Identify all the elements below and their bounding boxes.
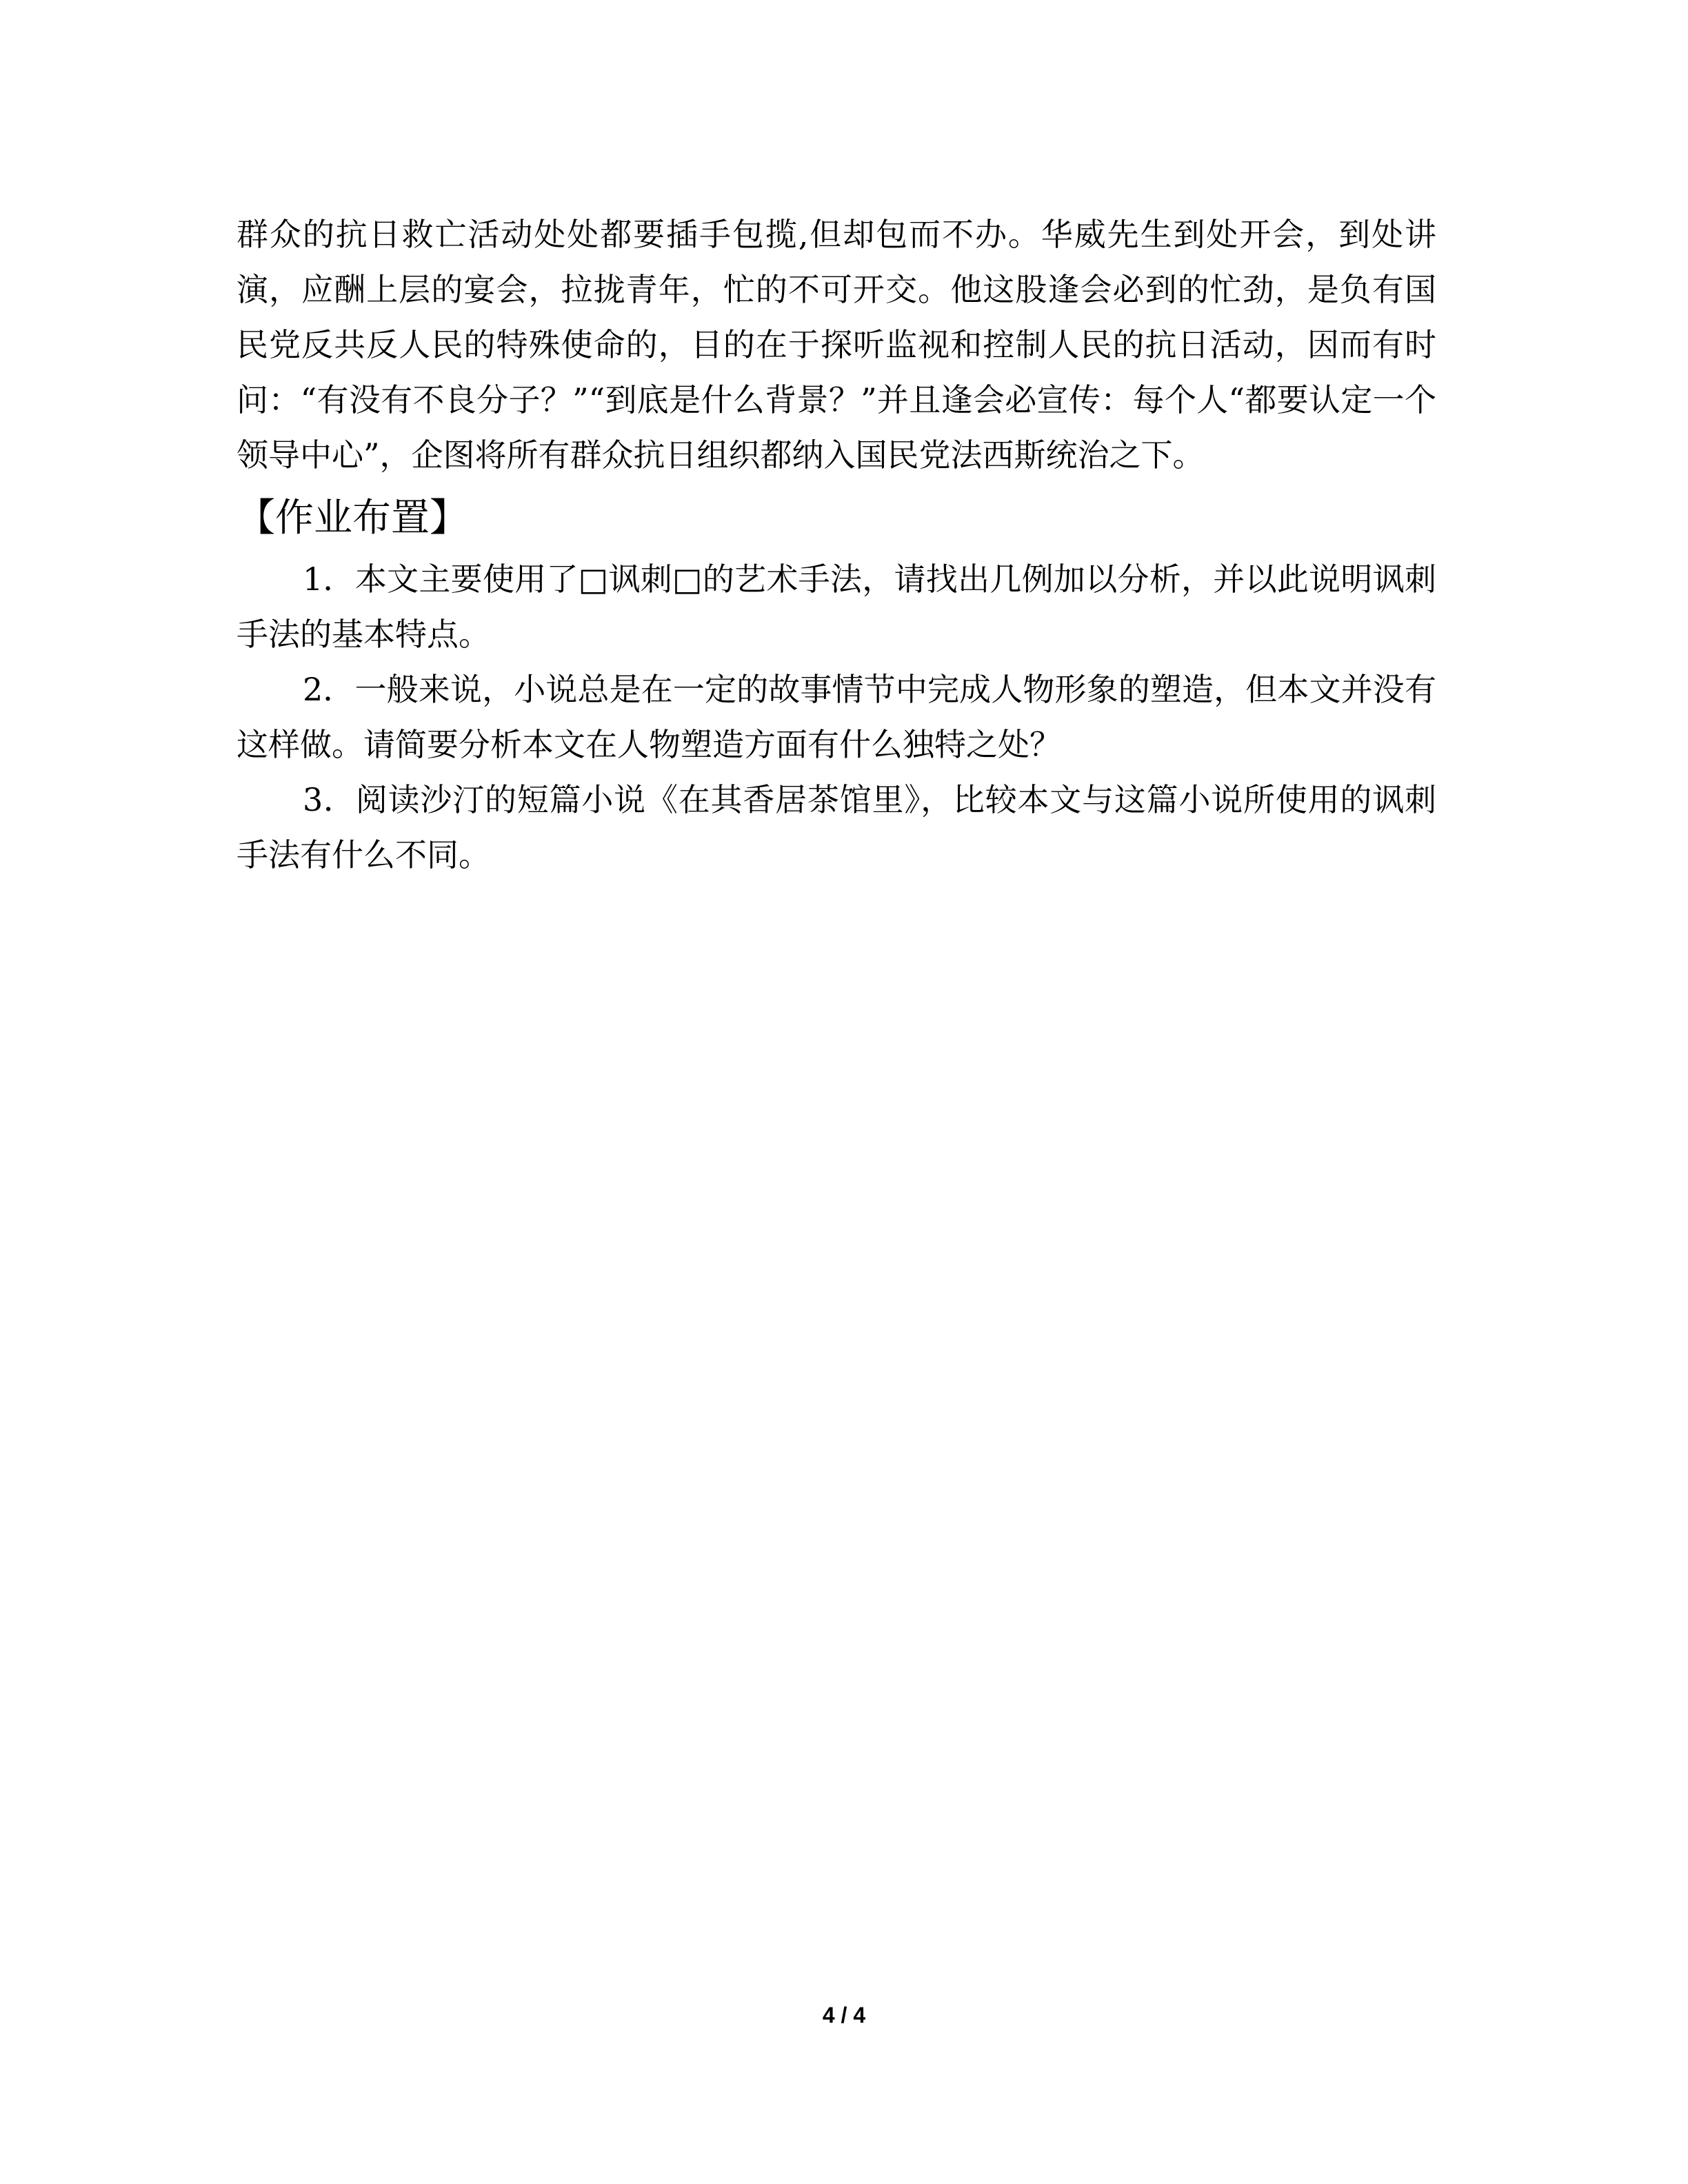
homework-item-2: 2．一般来说，小说总是在一定的故事情节中完成人物形象的塑造，但本文并没有这样做。请简要分析本文在人物塑造方面有什么独特之处？ [237,671,1436,763]
homework-item-1: 1．本文主要使用了□讽刺□的艺术手法，请找出几例加以分析，并以此说明讽刺手法的基本特点。 [237,560,1436,653]
homework-heading: 【作业布置】 [237,496,468,540]
homework-item-3: 3．阅读沙汀的短篇小说《在其香居茶馆里》，比较本文与这篇小说所使用的讽刺手法有什么不同。 [237,781,1436,873]
continuation-paragraph: 群众的抗日救亡活动处处都要插手包揽,但却包而不办。华威先生到处开会，到处讲演，应酬上层的宴会，拉拢青年，忙的不可开交。他这股逢会必到的忙劲，是负有国民党反共反人民的特殊使命的，目的在于探听监视和控制人民的抗日活动，因而有时问：“有没有不良分子？”“到底是什么背景？”并且逢会必宣传：每个人“都要认定一个领导中心”，企图将所有群众抗日组织都纳入国民党法西斯统治之下。 [237,216,1436,474]
page-number: 4 / 4 [822,2003,866,2028]
page-content [237,207,1436,882]
